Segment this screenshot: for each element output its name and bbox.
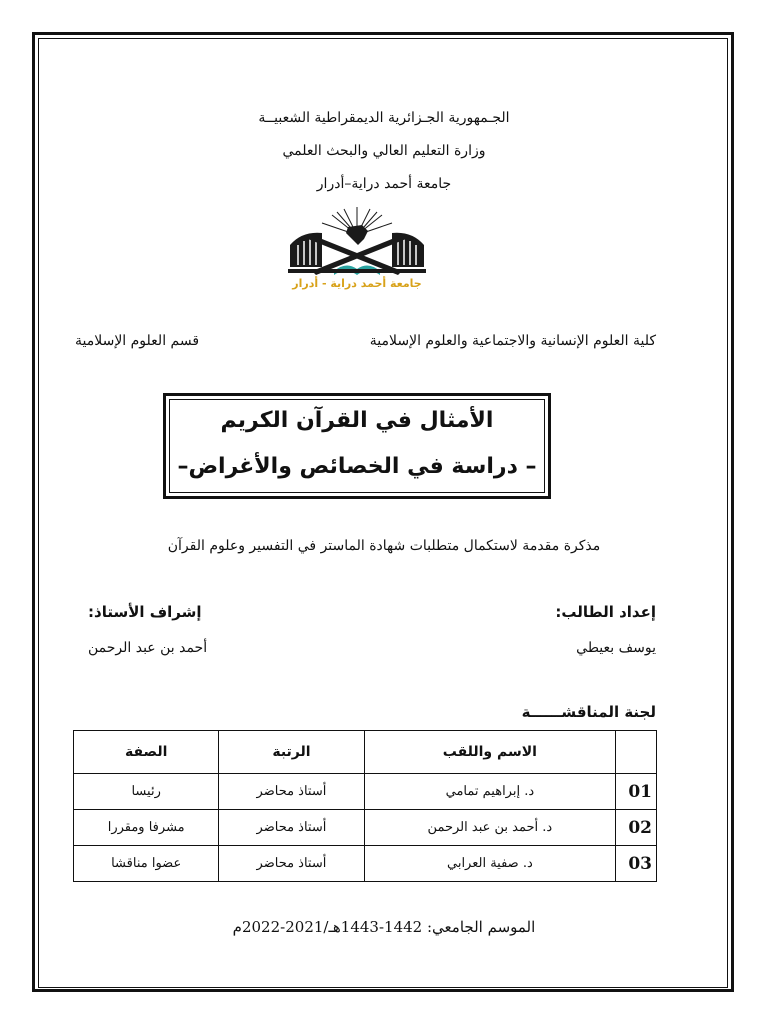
committee-table xyxy=(73,730,657,882)
member-rank: أستاذ محاضر xyxy=(219,846,364,882)
member-rank: أستاذ محاضر xyxy=(219,774,364,810)
member-name: د. إبراهيم تمامي xyxy=(364,774,616,810)
column-header-number xyxy=(616,731,657,774)
member-role: عضوا مناقشا xyxy=(74,846,219,882)
thesis-title: الأمثال في القرآن الكريم xyxy=(220,408,494,433)
department-name: قسم العلوم الإسلامية xyxy=(75,333,200,349)
ministry-line: وزارة التعليم العالي والبحث العلمي xyxy=(282,143,486,159)
memo-description: مذكرة مقدمة لاستكمال متطلبات شهادة الماستر في التفسير وعلوم القرآن xyxy=(167,538,601,554)
student-name: يوسف بعيطي xyxy=(576,640,656,656)
table-row xyxy=(74,846,657,882)
supervisor-label: إشراف الأستاذ: xyxy=(88,603,202,621)
university-logo xyxy=(282,205,432,295)
member-rank: أستاذ محاضر xyxy=(219,810,364,846)
table-row xyxy=(74,774,657,810)
column-header-rank: الرتبة xyxy=(219,731,364,774)
faculty-name: كلية العلوم الإنسانية والاجتماعية والعلوم الإسلامية xyxy=(369,333,656,349)
member-role: مشرفا ومقررا xyxy=(74,810,219,846)
student-label: إعداد الطالب: xyxy=(555,603,656,621)
member-name: د. صفية العرابي xyxy=(364,846,616,882)
member-role: رئيسا xyxy=(74,774,219,810)
member-name: د. أحمد بن عبد الرحمن xyxy=(364,810,616,846)
university-line: جامعة أحمد دراية–أدرار xyxy=(316,176,452,192)
column-header-role: الصفة xyxy=(74,731,219,774)
row-number: 01 xyxy=(616,774,657,810)
column-header-name: الاسم واللقب xyxy=(364,731,616,774)
academic-year: الموسم الجامعي: 1442-1443هـ/2021-2022م xyxy=(232,918,536,936)
thesis-title-box xyxy=(163,393,551,499)
table-row xyxy=(74,810,657,846)
logo-text: جامعة أحمد دراية - أدرار xyxy=(292,277,422,290)
thesis-subtitle: – دراسة في الخصائص والأغراض– xyxy=(177,454,537,479)
row-number: 03 xyxy=(616,846,657,882)
committee-header-row xyxy=(74,731,657,774)
row-number: 02 xyxy=(616,810,657,846)
republic-line: الجـمهورية الجـزائرية الديمقراطية الشعبيــة xyxy=(258,110,510,126)
committee-heading: لجنة المناقشــــــة xyxy=(521,703,656,721)
supervisor-name: أحمد بن عبد الرحمن xyxy=(88,640,208,656)
